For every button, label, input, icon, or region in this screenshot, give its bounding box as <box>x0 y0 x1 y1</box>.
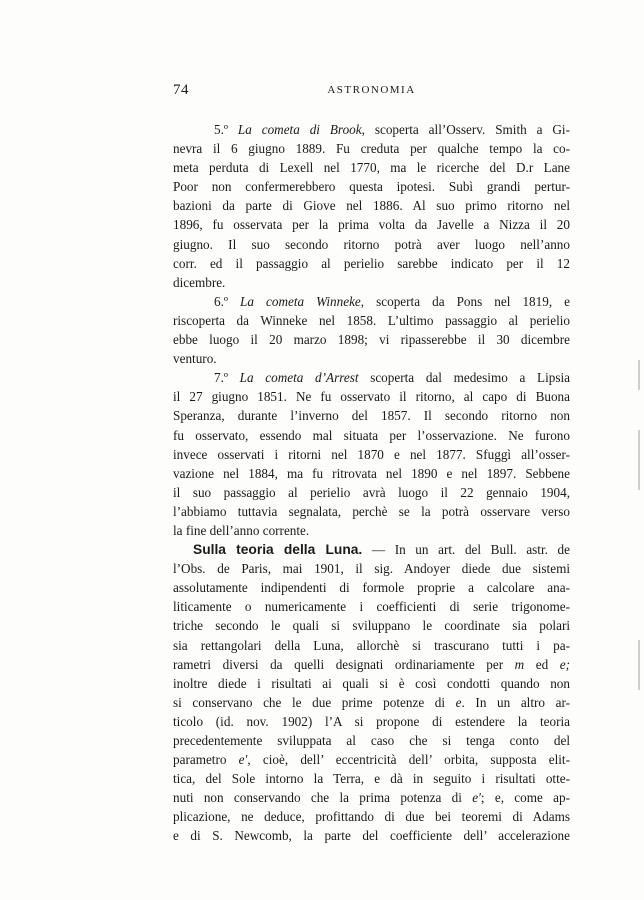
text-line <box>173 387 570 406</box>
text-line <box>173 731 570 750</box>
text-line <box>173 521 570 540</box>
text-run: plicazione, ne deduce, profittando di due bei teoremi di Adams <box>173 809 570 825</box>
text-line <box>173 483 570 502</box>
text-run: 6.º <box>214 293 241 309</box>
text-run: , scoperta da Pons nel 1819, e <box>360 293 570 309</box>
text-line <box>173 273 570 292</box>
text-run: venturo. <box>173 351 217 367</box>
italic-text: m <box>514 656 525 672</box>
text-line <box>173 750 570 769</box>
text-run: vazione nel 1884, ma fu ritrovata nel 1890 e nel 1897. Sebbene <box>173 465 570 481</box>
text-run: nuti non conservando che la prima potenza di <box>173 790 473 806</box>
text-line <box>173 158 570 177</box>
text-run: 5.º <box>214 122 238 137</box>
text-run: giugno. Il suo secondo ritorno potrà aver luogo nell’anno <box>173 236 570 252</box>
text-line <box>173 788 570 807</box>
text-run: Poor non confermerebbero questa ipotesi. Subì grandi pertur- <box>173 179 570 195</box>
text-line <box>173 597 570 616</box>
text-run: e di S. Newcomb, la parte del coefficiente dell’ accelerazione <box>173 828 570 844</box>
text-run: meta perduta di Lexell nel 1770, ma le ricerche del D.r Lane <box>173 160 570 176</box>
text-line <box>173 368 570 387</box>
text-line <box>173 655 570 674</box>
running-title: ASTRONOMIA <box>327 84 416 96</box>
text-run: bazioni da parte di Giove nel 1886. Al suo primo ritorno nel <box>173 198 570 214</box>
text-run: ticolo (id. nov. 1902) l’A si propone di estendere la teoria <box>173 713 570 729</box>
text-line <box>173 712 570 731</box>
scan-edge-mark <box>638 430 640 490</box>
text-run: ; e, come ap- <box>480 790 570 806</box>
italic-text: e; <box>559 656 570 672</box>
text-run: scoperta dal medesimo a Lipsia <box>358 370 570 386</box>
text-run: inoltre diede i risultati ai quali si è così condotti quando non <box>173 675 570 691</box>
text-run: fu osservato, essendo mal situata per l’osservazione. Ne furono <box>173 427 570 443</box>
text-run: , scoperta all’Osserv. Smith a Gi- <box>361 122 570 137</box>
text-run: corr. ed il passaggio al perielio sarebbe indicato per il 12 <box>173 255 570 271</box>
text-line <box>173 215 570 234</box>
text-run: assolutamente indipendenti di formole proprie a calcolare ana- <box>173 580 570 596</box>
text-line <box>173 292 570 311</box>
text-line <box>173 674 570 693</box>
section-heading: Sulla teoria della Luna. <box>193 542 363 558</box>
text-line <box>173 807 570 826</box>
text-run: tica, del Sole intorno la Terra, e dà in seguito i risultati otte- <box>173 771 570 787</box>
text-line <box>173 330 570 349</box>
text-run: precedentemente sviluppata al caso che si tenga conto del <box>173 733 570 748</box>
page-header <box>173 82 570 106</box>
text-line <box>173 693 570 712</box>
text-line <box>173 120 570 139</box>
text-line <box>173 426 570 445</box>
scan-edge-mark <box>638 360 640 390</box>
text-run: . In un altro ar- <box>461 694 570 710</box>
italic-text: La cometa di Brook <box>237 122 362 137</box>
italic-text: La cometa d’Arrest <box>239 370 359 386</box>
italic-text: La cometa Winneke <box>240 293 361 309</box>
text-run: triche secondo le quali si sviluppano le coordinate sia polari <box>173 618 570 634</box>
text-run: Speranza, durante l’inverno del 1857. Il secondo ritorno non <box>173 408 570 424</box>
text-line <box>173 196 570 215</box>
text-run: rametri diversi da quelli designati ordinariamente per <box>173 656 515 672</box>
text-line <box>173 578 570 597</box>
text-line <box>173 139 570 158</box>
text-line <box>173 636 570 655</box>
text-run: , cioè, dell’ eccentricità dell’ orbita, supposta elit- <box>247 752 570 768</box>
italic-text: e <box>455 694 462 710</box>
text-line <box>173 464 570 483</box>
text-run: — In un art. del Bull. astr. de <box>362 542 570 558</box>
text-run: riscoperta da Winneke nel 1858. L’ultimo passaggio al perielio <box>173 312 570 328</box>
text-run: sia rettangolari della Luna, allorchè si trascurano tutti i pa- <box>173 637 570 653</box>
text-line <box>173 769 570 788</box>
text-run: invece osservati i ritorni nel 1870 e nel 1877. Sfuggì all’osser- <box>173 446 570 462</box>
scan-edge-mark <box>638 640 640 690</box>
text-run: l’abbiamo tuttavia segnalata, perchè se la potrà osservare verso <box>173 503 570 519</box>
page-number: 74 <box>173 82 189 98</box>
text-run: liticamente o numericamente i coefficienti di serie trigonome- <box>173 599 570 615</box>
text-line <box>173 445 570 464</box>
text-run: 7.º <box>214 370 240 386</box>
text-run: dicembre. <box>173 274 226 290</box>
italic-text: e' <box>238 752 248 768</box>
text-line <box>173 540 570 559</box>
text-run: 1896, fu osservata per la prima volta da Javelle a Nizza il 20 <box>173 217 570 233</box>
text-run: la fine dell’anno corrente. <box>173 522 310 538</box>
text-run: ed <box>524 656 560 672</box>
italic-text: e' <box>472 790 481 806</box>
body-text <box>173 120 570 846</box>
text-line <box>173 559 570 578</box>
text-line <box>173 349 570 368</box>
text-line <box>173 406 570 425</box>
text-run: l’Obs. de Paris, mai 1901, il sig. Andoyer diede due sistemi <box>173 561 570 577</box>
text-line <box>173 254 570 273</box>
text-line <box>173 311 570 330</box>
text-run: il suo passaggio al perielio avrà luogo il 22 gennaio 1904, <box>173 484 570 500</box>
text-line <box>173 502 570 521</box>
text-line <box>173 235 570 254</box>
text-line <box>173 616 570 635</box>
text-line <box>173 177 570 196</box>
text-run: si conservano che le due prime potenze di <box>173 694 456 710</box>
text-run: il 27 giugno 1851. Ne fu osservato il ritorno, al capo di Buona <box>173 389 570 405</box>
text-line <box>173 826 570 845</box>
text-run: parametro <box>173 752 239 768</box>
text-run: nevra il 6 giugno 1889. Fu creduta per qualche tempo la co- <box>173 141 570 157</box>
text-run: ebbe luogo il 20 marzo 1898; vi ripasserebbe il 30 dicembre <box>173 332 570 348</box>
